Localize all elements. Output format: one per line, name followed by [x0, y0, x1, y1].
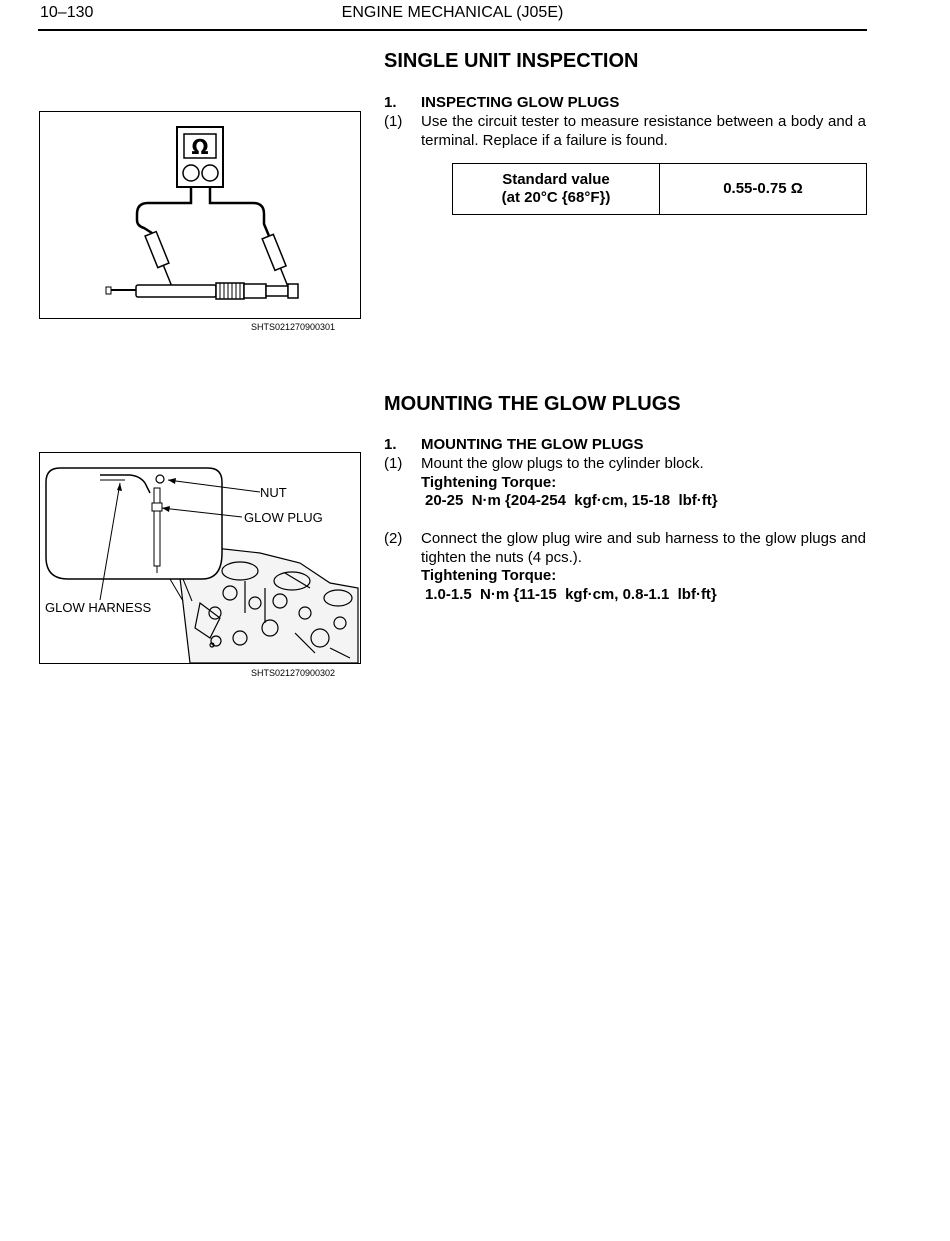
glow-plug-icon — [154, 488, 160, 503]
substep-number: (1) — [384, 455, 403, 472]
page-number: 10–130 — [40, 4, 94, 21]
tester-jack-right — [202, 165, 218, 181]
step-number: 1. — [384, 94, 397, 111]
page-header — [38, 0, 867, 31]
torque-value: 1.0-1.5 N·m {11-15 kgf·cm, 0.8-1.1 lbf·ft} — [425, 585, 717, 603]
substep-text: Use the circuit tester to measure resistance between a body and a terminal. Replace if a failure is found. — [421, 113, 866, 149]
section-heading-single-unit-inspection: SINGLE UNIT INSPECTION — [384, 50, 639, 72]
ohm-symbol: Ω — [191, 135, 209, 159]
callout-glow-harness: GLOW HARNESS — [45, 600, 152, 615]
section-heading-mounting-glow-plugs: MOUNTING THE GLOW PLUGS — [384, 393, 681, 415]
substep-number: (2) — [384, 530, 403, 547]
callout-glow-plug: GLOW PLUG — [244, 510, 323, 525]
nut-icon — [156, 475, 164, 483]
figure-glow-plug-resistance-test — [39, 111, 361, 319]
glow-plug-tester-illustration — [40, 112, 360, 318]
glow-plug-mounting-illustration — [40, 453, 360, 663]
substep-2-connect — [384, 530, 866, 604]
magnified-view-box — [46, 468, 222, 579]
callout-nut: NUT — [260, 485, 287, 500]
substep-text: Connect the glow plug wire and sub harness to the glow plugs and tighten the nuts (4 pcs.). — [421, 530, 866, 566]
tester-jack-left — [183, 165, 199, 181]
page-title: ENGINE MECHANICAL (J05E) — [341, 4, 564, 21]
step-title: INSPECTING GLOW PLUGS — [421, 94, 620, 111]
figure-glow-plug-mounting — [39, 452, 361, 664]
glow-plug-icon — [106, 283, 298, 299]
standard-value: 0.55-0.75 Ω — [723, 180, 803, 197]
substep-1-inspect — [384, 113, 866, 150]
step-title: MOUNTING THE GLOW PLUGS — [421, 436, 644, 453]
standard-value-label — [453, 164, 660, 214]
standard-value-label-line2: (at 20°C {68°F}) — [501, 189, 611, 206]
standard-value-label-line1: Standard value — [502, 171, 610, 188]
torque-label: Tightening Torque: — [421, 473, 557, 491]
step-number: 1. — [384, 436, 397, 453]
torque-label: Tightening Torque: — [421, 567, 557, 584]
torque-value: 20-25 N·m {204-254 kgf·cm, 15-18 lbf·ft} — [425, 492, 718, 509]
standard-value-table — [452, 163, 867, 215]
substep-text: Mount the glow plugs to the cylinder block. — [421, 455, 704, 472]
substep-number: (1) — [384, 113, 403, 130]
figure-code-2: SHTS021270900302 — [251, 668, 336, 678]
figure-code-1: SHTS021270900301 — [251, 322, 336, 332]
substep-1-mount — [384, 455, 866, 511]
